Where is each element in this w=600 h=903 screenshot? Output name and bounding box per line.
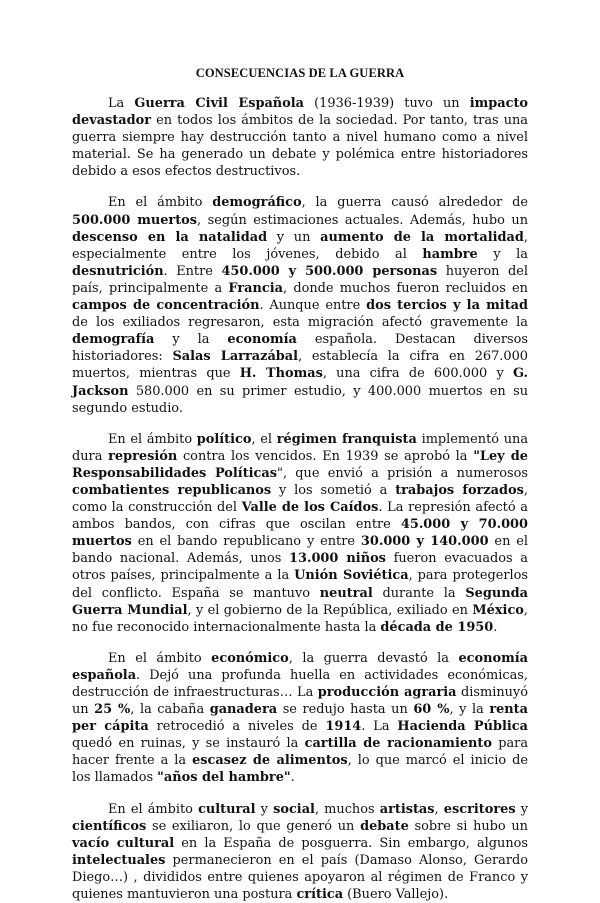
text-run: En el ámbito: [108, 431, 197, 447]
text-run: española. Destacan diversos historiadores:: [72, 332, 528, 365]
bold-term: descenso en la natalidad: [72, 229, 268, 245]
bold-term: 30.000 y 140.000: [360, 534, 489, 550]
text-run: retrocedió a niveles de: [148, 719, 326, 735]
bold-term: economía española: [72, 650, 528, 683]
bold-term: cartilla de racionamiento: [304, 736, 492, 752]
text-run: y un: [267, 229, 321, 245]
bold-term: cultural: [198, 801, 256, 817]
bold-term: 60 %: [413, 702, 450, 718]
bold-term: crítica: [296, 887, 344, 903]
bold-term: "Ley de Responsabilidades Políticas: [72, 448, 528, 481]
text-run: disminuyó un: [72, 685, 528, 718]
text-run: permanecieron en el país (Damaso Alonso, Gerardo Diego…) , divididos entre quienes apoyaron al régimen de Franco y quienes mantuvieron una postura: [72, 852, 528, 903]
text-run: En el ámbito: [108, 801, 199, 817]
bold-term: escasez de alimentos: [192, 753, 348, 769]
text-run: . Dejó una profunda huella en actividades económicas, destrucción de infraestructuras… La: [72, 667, 528, 700]
text-run: se redujo hasta un: [277, 702, 414, 718]
text-run: durante la: [372, 585, 466, 601]
text-run: 580.000 en su primer estudio, y 400.000 muertos en su segundo estudio.: [72, 383, 528, 416]
text-run: sobre si hubo un: [408, 818, 528, 834]
paragraph-economico: [72, 650, 528, 787]
bold-term: económico: [211, 650, 289, 666]
text-run: implementó una dura: [72, 431, 529, 464]
bold-term: ganadera: [209, 702, 278, 718]
bold-term: renta per cápita: [72, 702, 528, 735]
text-run: , como la construcción del: [72, 482, 528, 516]
bold-term: impacto devastador: [72, 96, 528, 129]
bold-term: neutral: [319, 585, 373, 601]
bold-term: hambre: [422, 246, 478, 262]
text-run: , establecía la cifra en 267.000 muertos, mientras que: [72, 349, 529, 382]
bold-term: demografía: [72, 332, 155, 348]
bold-term: artistas: [379, 801, 435, 817]
text-run: para hacer frente a la: [72, 736, 528, 769]
bold-term: 500.000 muertos: [72, 212, 198, 228]
bold-term: década de 1950: [380, 619, 494, 635]
text-run: , la cabaña: [130, 702, 210, 718]
paragraph-demografico: [72, 194, 528, 416]
bold-term: demográfico: [212, 195, 302, 211]
bold-term: Guerra Civil Española: [134, 96, 305, 111]
text-run: fueron evacuados a otros países, principalmente a la: [72, 551, 528, 584]
bold-term: 13.000 niños: [289, 551, 386, 567]
text-run: huyeron del país, principalmente a: [72, 263, 528, 296]
text-run: La: [108, 96, 135, 111]
bold-term: represión: [108, 448, 178, 464]
bold-term: producción agraria: [317, 685, 457, 700]
bold-term: intelectuales: [72, 852, 166, 868]
text-run: quedó en ruinas, y se instauró la: [72, 736, 305, 752]
bold-term: Francia: [228, 280, 283, 296]
bold-term: desnutrición: [72, 263, 164, 279]
text-run: , para protegerlos del conflicto. España se mantuvo: [72, 568, 528, 601]
bold-term: Hacienda Pública: [397, 719, 529, 735]
bold-term: G. Jackson: [72, 366, 528, 399]
text-run: , una cifra de 600.000 y: [322, 366, 513, 382]
bold-term: dos tercios y la mitad: [366, 298, 529, 314]
text-run: contra los vencidos. En 1939 se aprobó la: [177, 448, 474, 464]
bold-term: vacío cultural: [72, 835, 175, 851]
text-run: , muchos: [314, 801, 380, 817]
text-run: .: [290, 770, 295, 786]
text-run: en el bando republicano y entre: [131, 534, 361, 550]
text-run: , la guerra devastó la: [288, 650, 459, 666]
bold-term: Salas Larrazábal: [172, 349, 299, 365]
text-run: . Aunque entre: [259, 298, 367, 314]
bold-term: aumento de la mortalidad: [320, 229, 524, 245]
bold-term: científicos: [72, 818, 147, 834]
bold-term: 25 %: [94, 702, 131, 718]
text-run: y los sometió a: [271, 482, 396, 498]
text-run: , donde muchos fueron recluidos en: [282, 280, 528, 296]
text-run: (1936-1939) tuvo un: [304, 96, 470, 111]
bold-term: régimen franquista: [276, 431, 417, 447]
text-run: , y el gobierno de la República, exiliado en: [187, 602, 473, 618]
text-run: en la España de posguerra. Sin embargo, algunos: [174, 835, 528, 851]
text-run: , no fue reconocido internacionalmente hasta la: [72, 602, 528, 635]
bold-term: 45.000 y 70.000 muertos: [72, 517, 528, 550]
text-run: en el bando nacional. Además, unos: [72, 534, 528, 567]
text-run: y: [515, 801, 528, 817]
text-run: (Buero Vallejo).: [343, 887, 449, 903]
text-run: , el: [251, 431, 277, 447]
bold-term: campos de concentración: [72, 298, 260, 314]
text-run: ,: [434, 801, 444, 817]
text-run: . Entre: [163, 263, 222, 279]
bold-term: México: [472, 602, 524, 618]
bold-term: trabajos forzados: [395, 482, 524, 498]
text-run: .: [493, 619, 498, 635]
bold-term: escritores: [443, 801, 516, 817]
bold-term: Segunda Guerra Mundial: [72, 585, 528, 618]
bold-term: social: [273, 801, 315, 817]
text-run: y: [255, 801, 274, 817]
text-run: En el ámbito: [108, 195, 213, 211]
bold-term: Unión Soviética: [294, 568, 409, 584]
text-run: ", que envió a prisión a numerosos: [277, 465, 528, 481]
paragraph-cultural: [72, 801, 528, 903]
bold-term: "años del hambre": [157, 770, 291, 786]
bold-term: H. Thomas: [239, 366, 323, 382]
bold-term: Valle de los Caídos: [241, 500, 379, 516]
bold-term: combatientes republicanos: [72, 482, 272, 498]
text-run: , especialmente entre los jóvenes, debido al: [72, 229, 528, 262]
paragraph-politico: [72, 431, 528, 636]
bold-term: 1914: [325, 719, 362, 735]
text-run: . La: [361, 719, 398, 735]
text-run: , la guerra causó alrededor de: [301, 195, 528, 211]
text-run: de los exiliados regresaron, esta migración afectó gravemente la: [72, 315, 528, 331]
text-run: y la: [154, 332, 228, 348]
page-title: CONSECUENCIAS DE LA GUERRA: [195, 66, 405, 80]
text-run: , y la: [449, 702, 490, 718]
document-body: [72, 95, 528, 903]
text-run: . La represión afectó a ambos bandos, con cifras que oscilan entre: [72, 500, 528, 533]
text-run: En el ámbito: [108, 650, 212, 666]
paragraph-intro: [72, 95, 528, 180]
bold-term: economía: [227, 332, 297, 348]
text-run: y la: [477, 246, 528, 262]
text-run: se exiliaron, lo que generó un: [146, 818, 361, 834]
text-run: , según estimaciones actuales. Además, hubo un: [197, 212, 528, 228]
bold-term: debate: [360, 818, 409, 834]
bold-term: político: [196, 431, 252, 447]
text-run: , lo que marcó el inicio de los llamados: [72, 753, 528, 786]
text-run: en todos los ámbitos de la sociedad. Por tanto, tras una guerra siempre hay destrucción tanto a nivel humano como a nivel material. Se ha generado un debate y polémica entre historiadores debido a esos efectos destructivos.: [72, 113, 528, 180]
bold-term: 450.000 y 500.000 personas: [221, 263, 438, 279]
